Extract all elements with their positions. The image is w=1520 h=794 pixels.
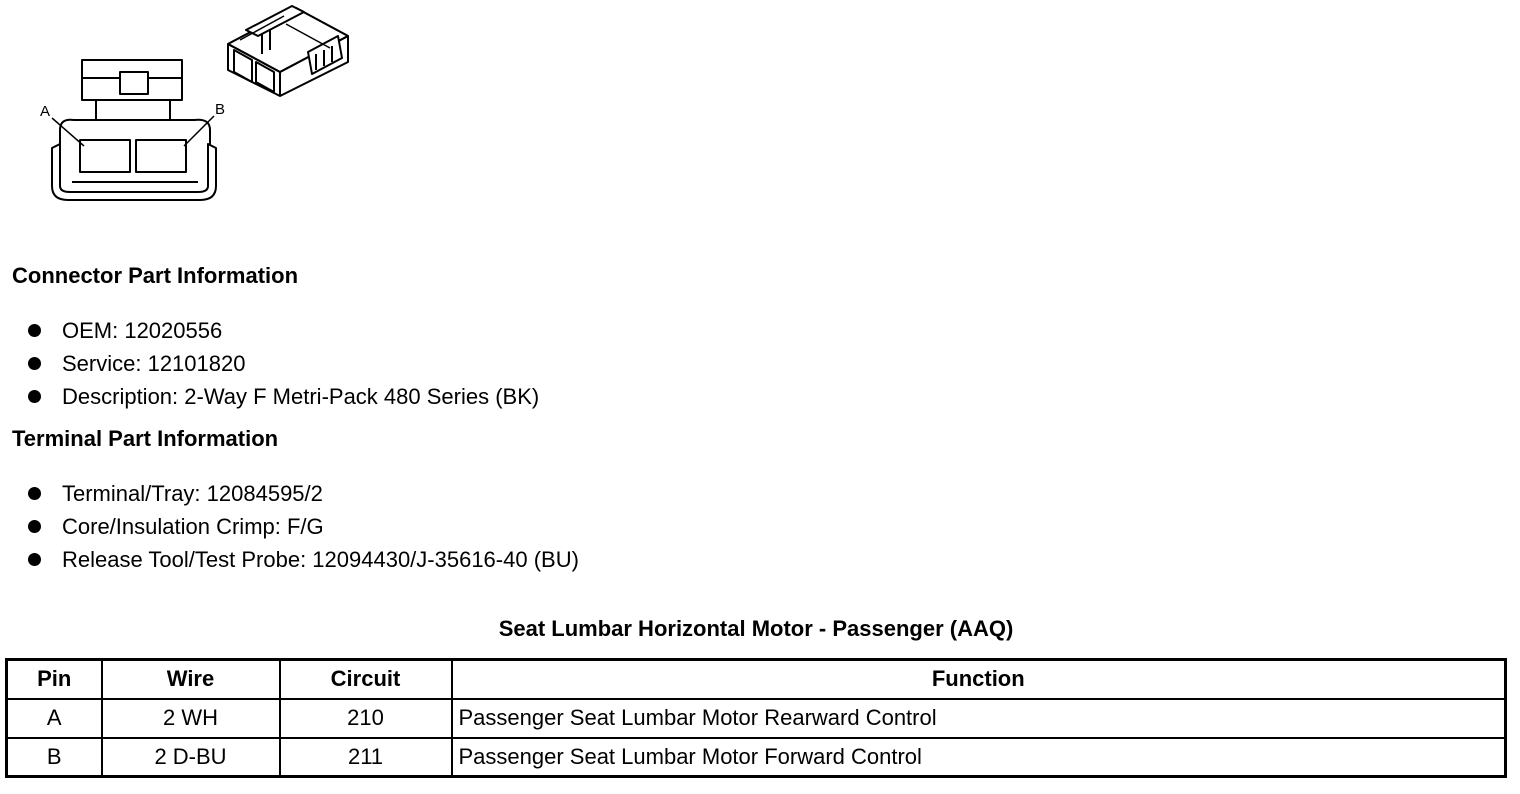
list-item <box>28 380 539 413</box>
list-item <box>28 543 579 576</box>
connector-part-heading: Connector Part Information <box>12 263 299 288</box>
cell-wire: 2 WH <box>102 699 280 738</box>
table-row <box>7 699 1506 738</box>
bullet-icon <box>28 390 41 403</box>
bullet-icon <box>28 520 41 533</box>
terminal-part-heading: Terminal Part Information <box>12 426 279 451</box>
column-header-function: Function <box>452 660 1506 699</box>
pin-label-a: A <box>40 103 51 120</box>
list-item-text: Release Tool/Test Probe: 12094430/J-35616-40 (BU) <box>62 547 579 572</box>
column-header-circuit: Circuit <box>280 660 452 699</box>
cell-function: Passenger Seat Lumbar Motor Rearward Control <box>452 699 1506 738</box>
bullet-icon <box>28 487 41 500</box>
cell-wire: 2 D-BU <box>102 738 280 777</box>
table-title: Seat Lumbar Horizontal Motor - Passenger (AAQ) <box>498 616 1014 641</box>
connector-part-list <box>28 314 539 413</box>
list-item-text: Core/Insulation Crimp: F/G <box>62 514 324 539</box>
list-item-text: OEM: 12020556 <box>62 318 223 343</box>
terminal-part-list <box>28 477 579 576</box>
cavity-b <box>136 140 186 172</box>
list-item <box>28 314 539 347</box>
bullet-icon <box>28 324 41 337</box>
cell-pin: B <box>7 738 102 777</box>
column-header-wire: Wire <box>102 660 280 699</box>
cell-circuit: 211 <box>280 738 452 777</box>
list-item-text: Description: 2-Way F Metri-Pack 480 Series (BK) <box>62 384 540 409</box>
list-item-text: Terminal/Tray: 12084595/2 <box>62 481 323 506</box>
column-header-pin: Pin <box>7 660 102 699</box>
table-row <box>7 738 1506 777</box>
connector-3d-view <box>228 6 348 96</box>
cell-function: Passenger Seat Lumbar Motor Forward Control <box>452 738 1506 777</box>
cavity-a <box>80 140 130 172</box>
pinout-table <box>5 658 1507 778</box>
list-item <box>28 510 579 543</box>
list-item <box>28 347 539 380</box>
list-item <box>28 477 579 510</box>
cell-pin: A <box>7 699 102 738</box>
connector-front-view <box>52 60 216 200</box>
table-header-row <box>7 660 1506 699</box>
connector-drawing <box>0 0 400 230</box>
bullet-icon <box>28 357 41 370</box>
connector-diagram <box>0 0 400 230</box>
cell-circuit: 210 <box>280 699 452 738</box>
list-item-text: Service: 12101820 <box>62 351 246 376</box>
bullet-icon <box>28 553 41 566</box>
pin-label-b: B <box>215 101 226 118</box>
